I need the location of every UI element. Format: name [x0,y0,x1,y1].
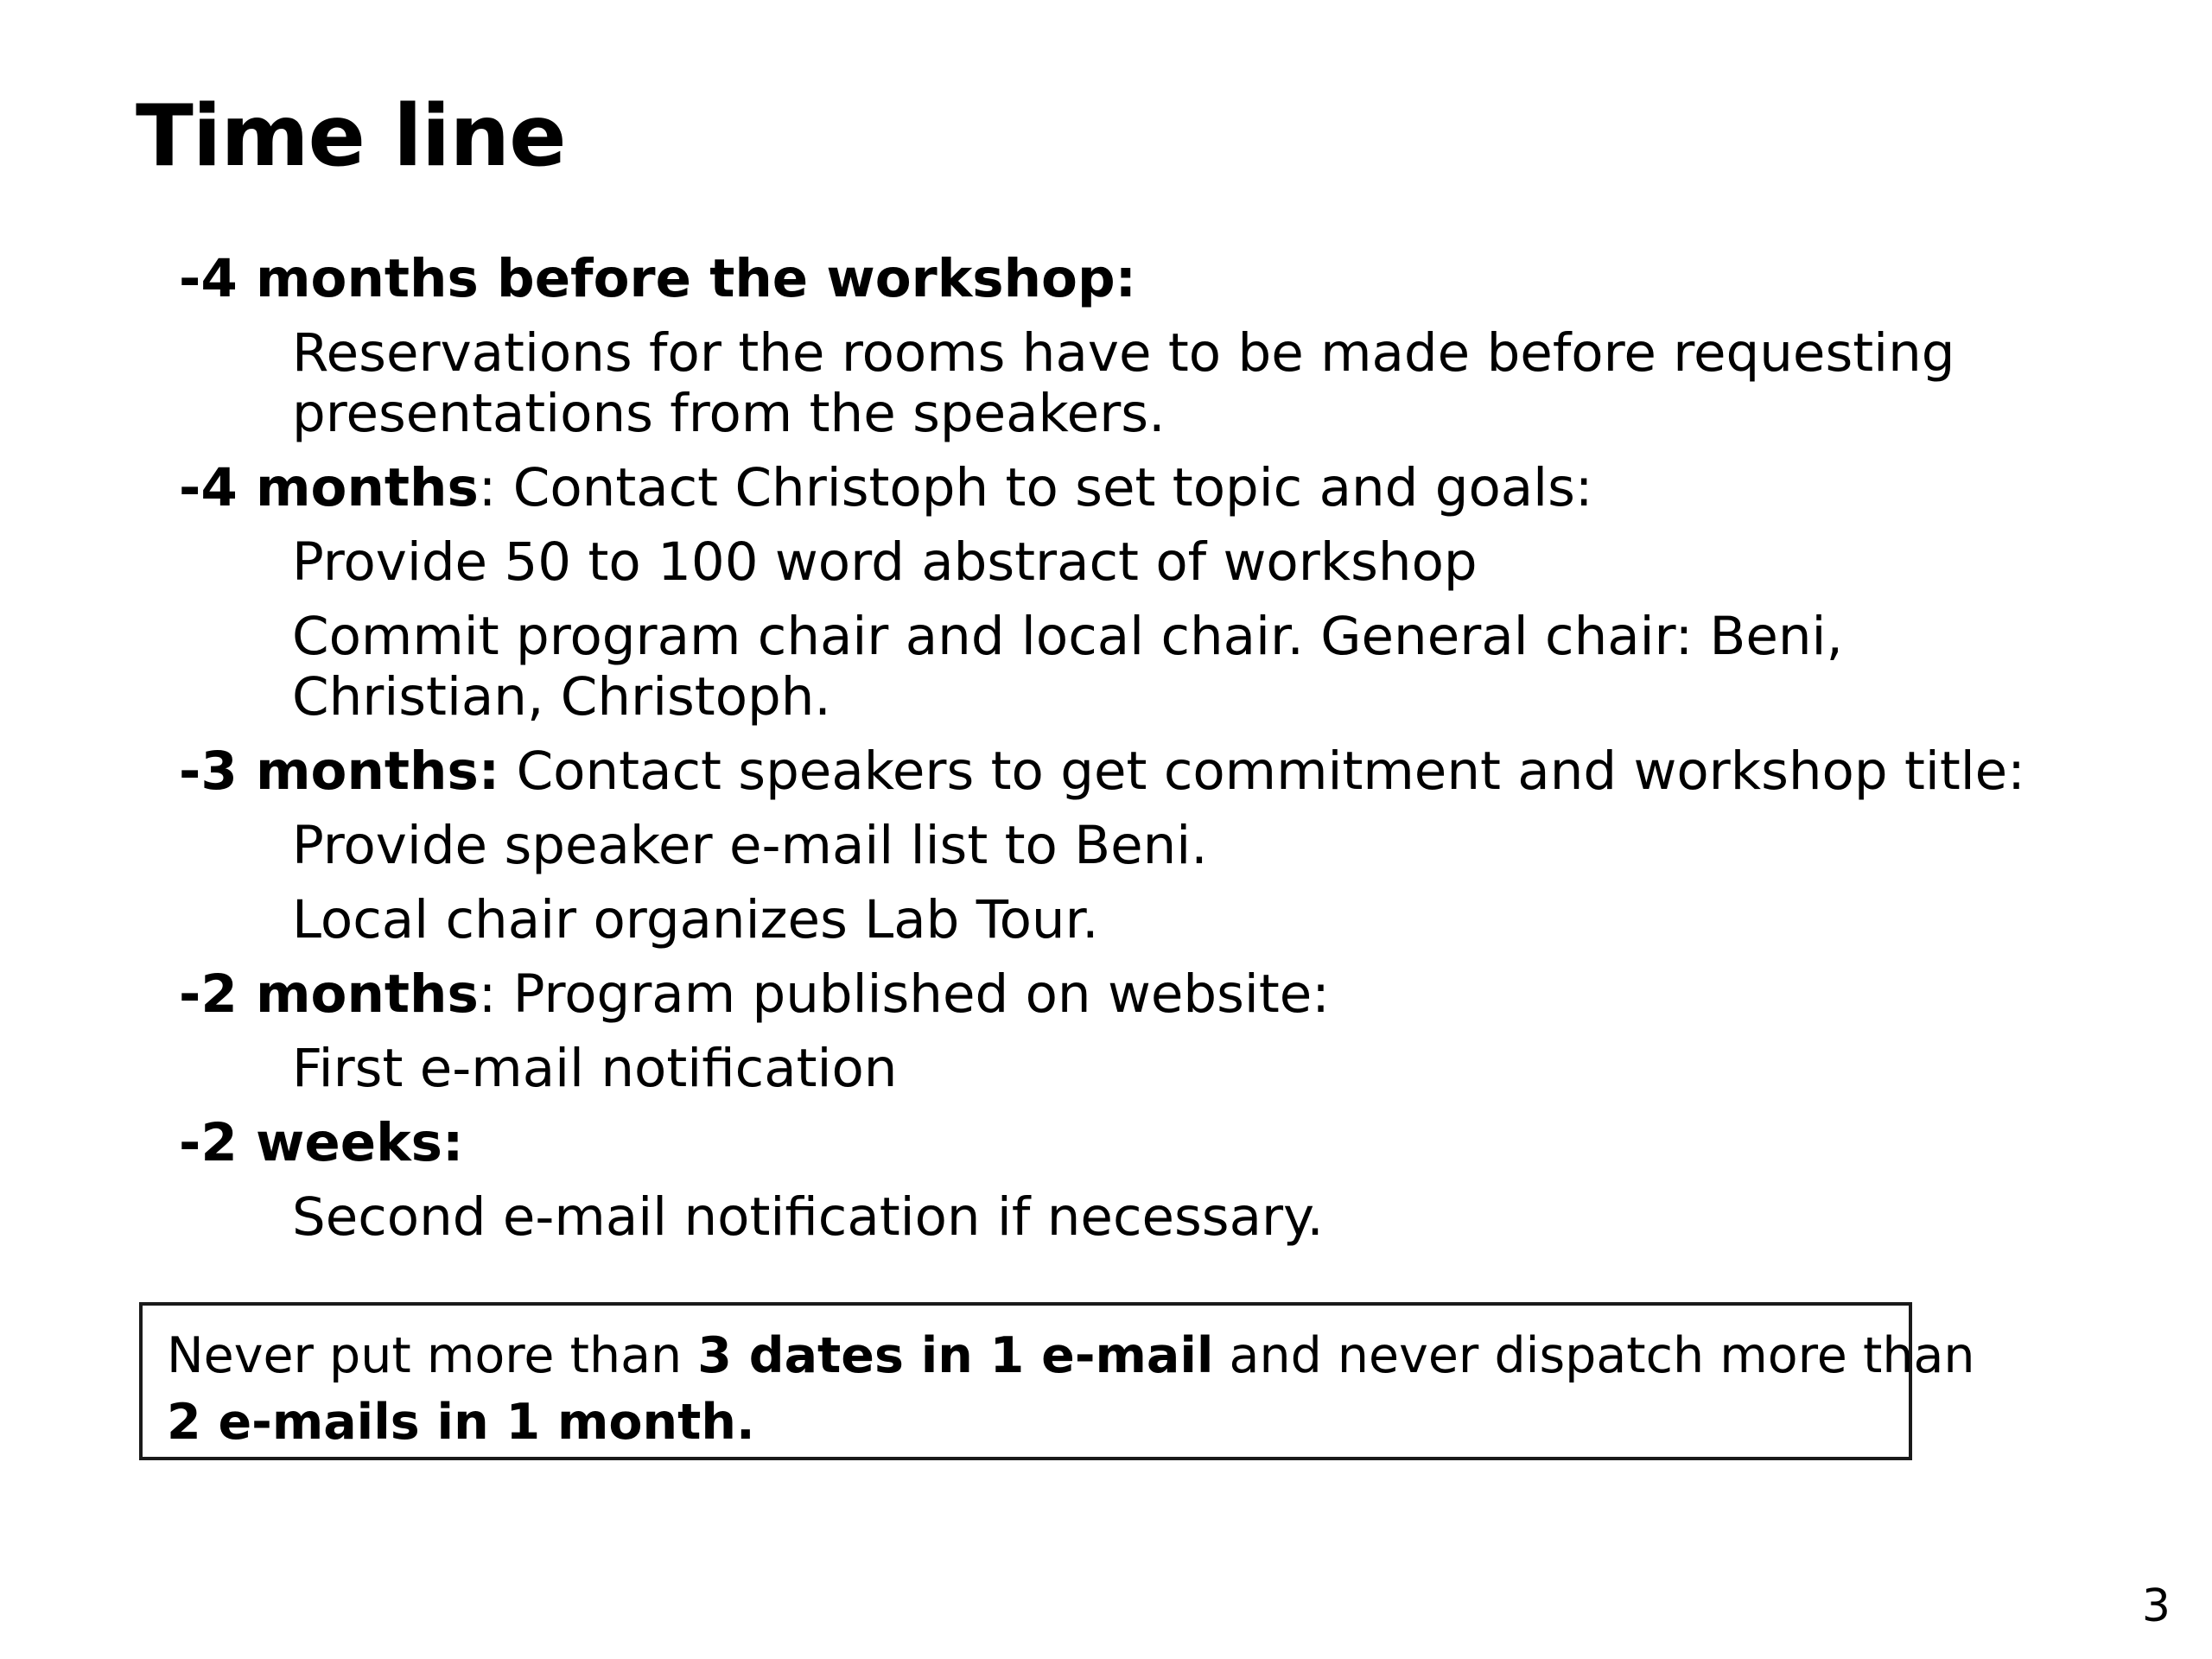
milestone-4-months [179,458,2080,518]
milestone-detail: Local chair organizes Lab Tour. [292,889,1099,950]
notice-text: and never dispatch more than [1213,1327,1975,1384]
notice-box [139,1302,1975,1460]
milestone-2-months [179,964,2080,1025]
milestone-detail: Provide speaker e-mail list to Beni. [292,815,1208,876]
milestone-text: Contact speakers to get commitment and workshop title: [499,741,2025,802]
milestone-detail: Commit program chair and local chair. General chair: Beni, Christian, Christoph. [292,606,1843,728]
milestone-when: -2 months [179,963,479,1025]
milestone-text: : Contact Christoph to set topic and goals: [478,457,1593,518]
milestone-2-weeks [179,1113,2080,1173]
milestone-when: -2 weeks: [179,1112,464,1173]
milestone-detail: First e-mail notification [292,1038,898,1099]
timeline-list [179,249,2080,1262]
page-number: 3 [2141,1580,2171,1632]
notice-emphasis: 3 dates in 1 e-mail [697,1327,1214,1384]
milestone-text: : Program published on website: [478,963,1330,1025]
milestone-3-months [179,741,2080,802]
milestone-when: -3 months: [179,741,500,802]
notice-line-1 [167,1323,1975,1389]
notice-emphasis: 2 e-mails in 1 month. [167,1394,755,1451]
milestone-when: -4 months before the workshop: [179,248,1137,309]
notice-text: Never put more than [167,1327,698,1384]
notice-line-2 [167,1389,1885,1456]
milestone-detail: Second e-mail notification if necessary. [292,1186,1324,1248]
milestone-when: -4 months [179,457,479,518]
milestone-detail: Reservations for the rooms have to be made before requesting presentations from the speakers. [292,322,1955,444]
milestone-detail: Provide 50 to 100 word abstract of workshop [292,531,1478,593]
milestone-4-months-before [179,249,2080,309]
slide-title: Time line [136,87,566,186]
